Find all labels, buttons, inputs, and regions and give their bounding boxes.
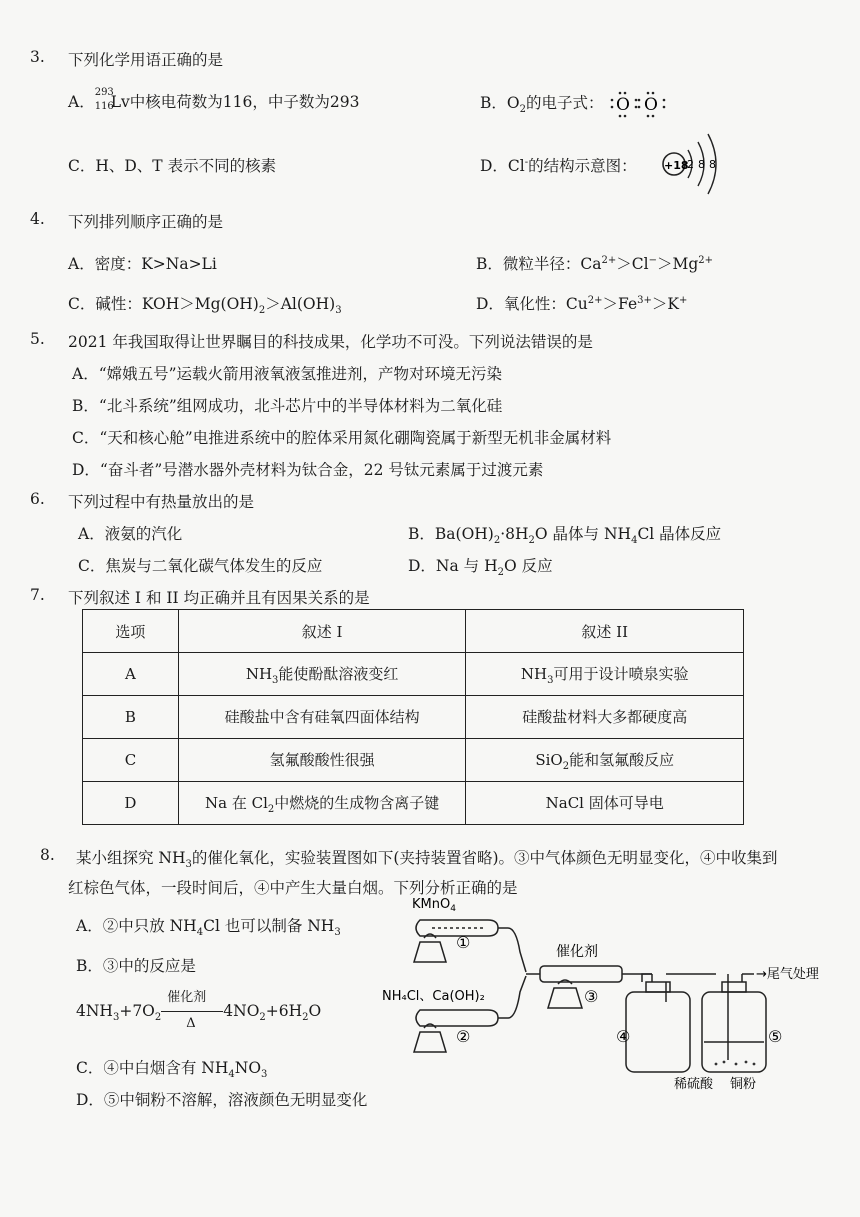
option-text: 的结构示意图： (528, 157, 637, 175)
question-stem: 下列过程中有热量放出的是 (68, 493, 255, 511)
label-5: ⑤ (768, 1027, 783, 1046)
superscript: - (524, 156, 529, 168)
shell-1-electrons: 2 (687, 158, 694, 171)
option-c: C．焦炭与二氧化碳气体发生的反应 (78, 557, 323, 575)
text-part: ＞Fe (602, 295, 638, 313)
isotope-notation (94, 87, 114, 112)
question-stem-line-2: 红棕色气体，一段时间后，④中产生大量白烟。下列分析正确的是 (68, 879, 518, 897)
label-tail-gas: →尾气处理 (756, 967, 819, 982)
text-part: ·8H (500, 525, 529, 543)
statement-ii: NaCl 固体可导电 (466, 782, 744, 825)
question-number: 3. (30, 48, 45, 66)
option-text: 的电子式： (525, 94, 604, 112)
statement-i: $NH_3$能使酚酞溶液变红 (178, 653, 466, 696)
option-b (476, 252, 713, 274)
option-d: D．“奋斗者”号潜水器外壳材料为钛合金，22 号钛元素属于过渡元素 (72, 461, 544, 479)
label-dilute-sulfuric-acid: 稀硫酸 (674, 1077, 714, 1092)
table-header-row (83, 610, 744, 653)
option-a: A．“嫦娥五号”运载火箭用液氧液氢推进剂，产物对环境无污染 (72, 365, 503, 383)
option-a: A．密度：K>Na>Li (68, 255, 217, 273)
shell-2-electrons: 8 (698, 158, 705, 171)
question-stem: 2021 年我国取得让世界瞩目的科技成果，化学功不可没。下列说法错误的是 (68, 333, 593, 351)
svg-text:O: O (644, 95, 659, 115)
option-prefix: D．Cl (480, 157, 525, 175)
text-part: ＞K (651, 295, 679, 313)
header-option: 选项 (83, 610, 179, 653)
mass-number: 293 (94, 87, 114, 98)
subscript: 3 (335, 305, 342, 317)
table-row (83, 696, 744, 739)
text-part: C．碱性：KOH＞Mg(OH) (68, 295, 259, 313)
nucleus-label: +18 (664, 159, 689, 172)
label-reagents-2: NH₄Cl、Ca(OH)₂ (382, 989, 485, 1004)
subscript: 2 (497, 567, 504, 579)
table-row (83, 739, 744, 782)
statement-i: 硅酸盐中含有硅氧四面体结构 (178, 696, 466, 739)
text-part: O 晶体与 NH (534, 525, 632, 543)
row-option: C (83, 739, 179, 782)
option-c: C．“天和核心舱”电推进系统中的腔体采用氮化硼陶瓷属于新型无机非金属材料 (72, 429, 612, 447)
element-symbol: Lv (110, 93, 130, 111)
label-catalyst: 催化剂 (556, 944, 598, 960)
subscript: 4 (631, 535, 638, 547)
row-option: D (83, 782, 179, 825)
superscript: + (678, 294, 688, 306)
label-2: ② (456, 1027, 471, 1046)
text-part: D．氧化性：Cu (476, 295, 588, 313)
label-copper-powder: 铜粉 (730, 1077, 757, 1092)
atomic-structure-diagram (656, 128, 726, 198)
option-c (68, 292, 342, 316)
svg-text:O: O (616, 95, 631, 115)
superscript: 3+ (637, 294, 652, 306)
text-part: ＞Al(OH) (265, 295, 336, 313)
option-prefix: B．O (480, 94, 520, 112)
text-part: B．Ba(OH) (408, 525, 494, 543)
apparatus-diagram (380, 892, 840, 1092)
label-kmno4: KMnO$_4$ (412, 897, 456, 914)
comparison-table (82, 609, 744, 825)
shell-3-electrons: 8 (709, 158, 716, 171)
question-number: 8. (40, 846, 55, 864)
header-statement-ii: 叙述 II (466, 610, 744, 653)
subscript: 2 (258, 305, 266, 317)
superscript: 2+ (698, 254, 714, 266)
option-prefix: A． (68, 93, 95, 111)
statement-i: 氢氟酸酸性很强 (178, 739, 466, 782)
label-4: ④ (616, 1027, 631, 1046)
option-d: D．⑤中铜粉不溶解，溶液颜色无明显变化 (76, 1091, 368, 1109)
superscript: 2+ (587, 294, 603, 306)
text-part: O 反应 (503, 557, 553, 575)
row-option: A (83, 653, 179, 696)
subscript: 2 (519, 104, 526, 116)
option-a: A．②中只放 $NH_4Cl$ 也可以制备 $NH_3$ (76, 917, 341, 939)
superscript: − (648, 254, 657, 266)
option-c: C．H、D、T 表示不同的核素 (68, 157, 277, 175)
statement-i: Na 在 $Cl_2$中燃烧的生成物含离子键 (178, 782, 466, 825)
table-row (83, 653, 744, 696)
text-part: ＞Mg (656, 255, 699, 273)
question-stem-line-1: 某小组探究 $NH_3$的催化氧化，实验装置图如下(夹持装置省略)。③中气体颜色无明显变化，④中收集到 (76, 849, 778, 871)
subscript: 2 (493, 535, 501, 547)
statement-ii: SiO$_2$能和氢氟酸反应 (466, 739, 744, 782)
subscript: 2 (528, 535, 535, 547)
question-number: 5. (30, 330, 45, 348)
option-b (408, 522, 721, 546)
question-stem: 下列化学用语正确的是 (68, 51, 224, 69)
label-3: ③ (584, 987, 599, 1006)
text-part: D．Na 与 H (408, 557, 498, 575)
question-number: 7. (30, 586, 45, 604)
superscript: 2+ (601, 254, 617, 266)
reaction-condition-arrow: 催化剂 Δ (161, 1002, 223, 1022)
option-b (480, 90, 672, 118)
option-a (68, 87, 360, 112)
option-b: B．③中的反应是 (76, 957, 196, 975)
option-d (408, 554, 553, 578)
header-statement-i: 叙述 I (178, 610, 466, 653)
statement-ii: 硅酸盐材料大多都硬度高 (466, 696, 744, 739)
question-stem: 下列叙述 I 和 II 均正确并且有因果关系的是 (68, 589, 370, 607)
option-b: B．“北斗系统”组网成功，北斗芯片中的半导体材料为二氧化硅 (72, 397, 503, 415)
question-number: 4. (30, 210, 45, 228)
electron-formula-o2 (608, 90, 672, 118)
table-row (83, 782, 744, 825)
text-part: ＞Cl (616, 255, 649, 273)
option-text: 中核电荷数为116，中子数为293 (129, 93, 360, 111)
atomic-number: 116 (94, 101, 114, 112)
statement-ii: $NH_3$可用于设计喷泉实验 (466, 653, 744, 696)
question-number: 6. (30, 490, 45, 508)
option-d (480, 154, 637, 176)
option-c: C．④中白烟含有 $NH_4NO_3$ (76, 1059, 268, 1081)
row-option: B (83, 696, 179, 739)
label-1: ① (456, 933, 471, 952)
option-d (476, 292, 687, 314)
question-stem: 下列排列顺序正确的是 (68, 213, 224, 231)
option-a: A．液氨的汽化 (78, 525, 183, 543)
text-part: B．微粒半径：Ca (476, 255, 602, 273)
reaction-equation: $4NH_3+7O_2$ 催化剂 Δ $4NO_2+6H_2O$ (76, 990, 322, 1031)
text-part: Cl 晶体反应 (637, 525, 722, 543)
